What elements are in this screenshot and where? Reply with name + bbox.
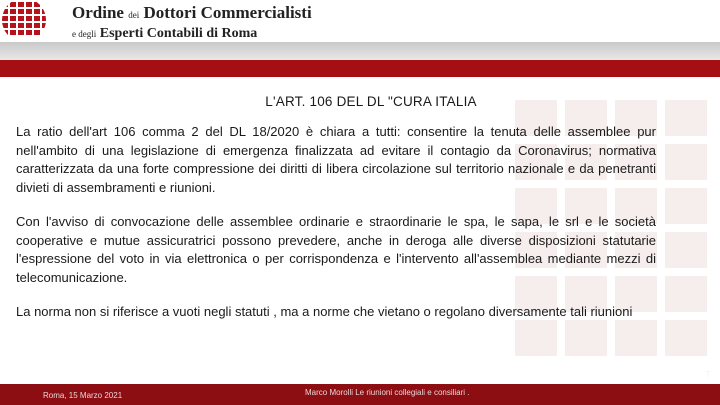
slide-content: [16, 77, 656, 322]
header-red-bar: [0, 60, 720, 77]
slide-title: L'ART. 106 DEL DL "CURA ITALIA: [265, 94, 477, 109]
org-word-ordine: Ordine: [72, 3, 124, 22]
page-number: 7: [705, 370, 710, 379]
header-grey-band: [0, 42, 720, 60]
paragraph-norma: La norma non si riferisce a vuoti negli statuti , ma a norme che vietano o regolano diversamente tali riunioni: [16, 304, 633, 319]
footer-bar: [0, 384, 720, 405]
footer-author: Marco Morolli Le riunioni collegiali e consiliari .: [305, 388, 470, 397]
footer-date: Roma, 15 Marzo 2021: [43, 391, 123, 400]
paragraph-convocazione: Con l'avviso di convocazione delle assemblee ordinarie e straordinarie le spa, le sapa, le srl e le società cooperative e mutue assicuratrici possono prevedere, anche in deroga alle diverse disposizioni statutarie l'espressione del voto in via elettronica o per corrispondenza e l'intervento all'assemblea mediante mezzi di telecomunicazione.: [16, 214, 656, 285]
org-name-line1: [72, 4, 312, 24]
org-name-line2: [72, 25, 312, 43]
org-word-edegli: e degli: [72, 29, 97, 39]
organization-name: [72, 4, 312, 43]
paragraph-ratio: La ratio dell'art 106 comma 2 del DL 18/2020 è chiara a tutti: consentire la tenuta delle assemblee pur nell'ambito di una legislazione di emergenza finalizzata ad evitare il contagio da Coronavirus; normativa caratterizzata da una forte compressione dei diritti di libera circolazione sul territorio nazionale e da penetranti divieti di assembramenti e riunioni.: [16, 124, 656, 195]
header: [0, 0, 720, 42]
org-word-dottori: Dottori Commercialisti: [143, 3, 312, 22]
globe-logo-icon: [0, 0, 52, 40]
org-word-dei: dei: [128, 10, 140, 20]
org-word-esperti: Esperti Contabili di Roma: [99, 26, 258, 41]
